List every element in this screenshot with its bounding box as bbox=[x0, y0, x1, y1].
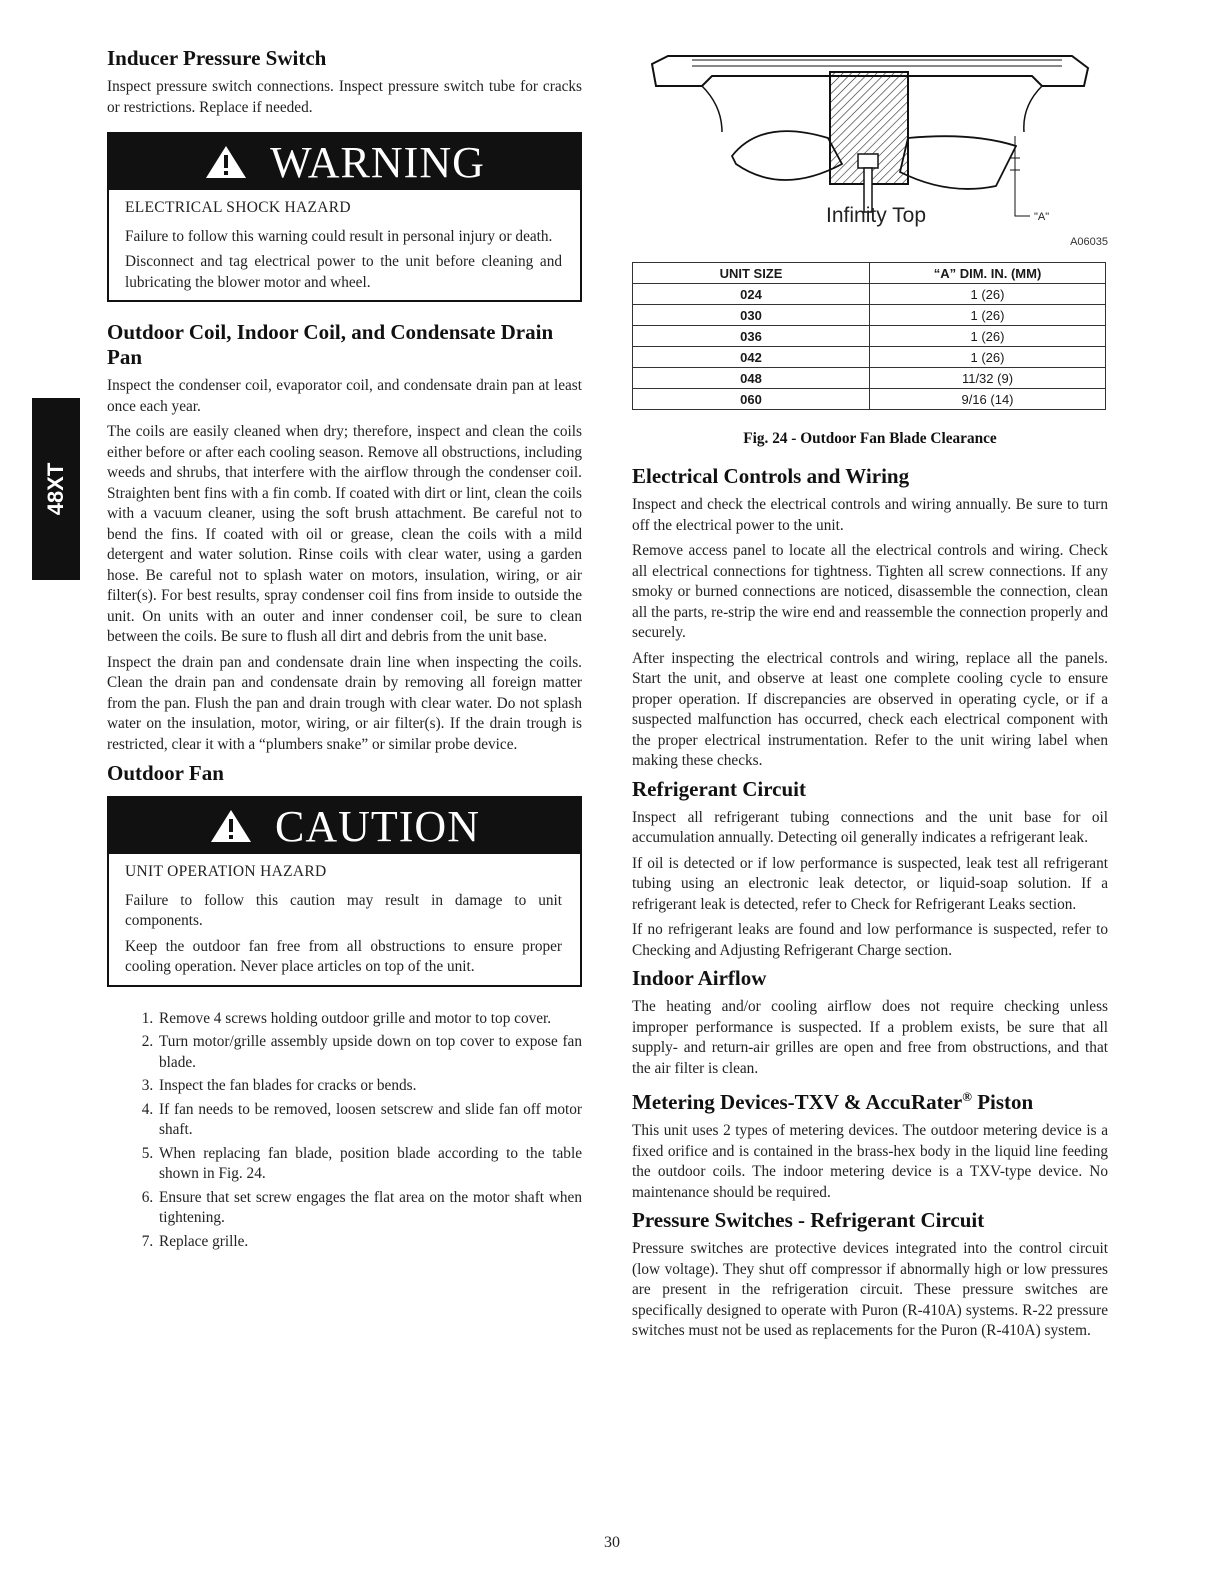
caution-triangle-icon bbox=[209, 807, 253, 845]
fan-step: 5. When replacing fan blade, position blade according to the table shown in Fig. 24. bbox=[157, 1144, 582, 1185]
a-dim-cell: 1 (26) bbox=[870, 347, 1106, 368]
caution-text-2: Keep the outdoor fan free from all obstructions to ensure proper cooling operation. Never place articles on top of the unit. bbox=[125, 937, 562, 975]
refrigerant-text-1: Inspect all refrigerant tubing connections and the unit base for oil accumulation annually. Detecting oil generally indicates a refrigerant leak. bbox=[632, 808, 1108, 846]
unit-size-cell: 042 bbox=[633, 347, 870, 368]
warning-text-1: Failure to follow this warning could result in personal injury or death. bbox=[125, 227, 553, 245]
fan-step: 4. If fan needs to be removed, loosen setscrew and slide fan off motor shaft. bbox=[157, 1100, 582, 1141]
coil-text-3: Inspect the drain pan and condensate drain line when inspecting the coils. Clean the drain pan and condensate drain by removing all foreign matter from the pan. Flush the pan and drain trough with clear water. Do not splash water on the insulation, motor, wiring, or air filter(s). If the drain trough is restricted, clear it with a “plumbers snake” or similar probe device. bbox=[107, 653, 582, 753]
inducer-heading: Inducer Pressure Switch bbox=[107, 46, 327, 70]
table-row bbox=[633, 326, 1106, 347]
side-tab bbox=[32, 398, 80, 580]
warning-header bbox=[109, 134, 580, 190]
electrical-text-1: Inspect and check the electrical controls and wiring annually. Be sure to turn off the electrical power to the unit. bbox=[632, 496, 1108, 534]
unit-size-cell: 036 bbox=[633, 326, 870, 347]
dim-label-a: "A" bbox=[1034, 211, 1050, 223]
table-row bbox=[633, 305, 1106, 326]
figure-caption: Fig. 24 - Outdoor Fan Blade Clearance bbox=[743, 430, 997, 447]
figure-code: A06035 bbox=[1070, 236, 1108, 248]
right-column bbox=[632, 46, 1108, 1347]
electrical-text-3: After inspecting the electrical controls and wiring, replace all the panels. Start the unit, and observe at least one complete cooling cycle to ensure proper operation. If discrepancies are observed in operating cycle, or if a suspected malfunction has occurred, check each electrical component with the proper electrical instrumentation. Refer to the unit wiring label when making these checks. bbox=[632, 649, 1108, 769]
col-header-a-dim: “A” DIM. IN. (MM) bbox=[870, 263, 1106, 284]
caution-title: CAUTION bbox=[275, 801, 480, 851]
warning-triangle-icon bbox=[204, 143, 248, 181]
unit-size-cell: 060 bbox=[633, 389, 870, 410]
table-row bbox=[633, 284, 1106, 305]
figure-title: Infinity Top bbox=[826, 204, 927, 227]
fan-step: 1. Remove 4 screws holding outdoor grille and motor to top cover. bbox=[157, 1009, 582, 1030]
unit-size-cell: 048 bbox=[633, 368, 870, 389]
metering-heading bbox=[632, 1084, 1108, 1115]
col-header-unit-size: UNIT SIZE bbox=[633, 263, 870, 284]
table-row bbox=[633, 389, 1106, 410]
warning-title: WARNING bbox=[270, 137, 485, 187]
electrical-heading: Electrical Controls and Wiring bbox=[632, 464, 910, 488]
left-column bbox=[107, 46, 582, 1255]
metering-heading-main: Metering Devices-TXV & AccuRater bbox=[632, 1090, 963, 1114]
fan-step: 6. Ensure that set screw engages the flat area on the motor shaft when tightening. bbox=[157, 1188, 582, 1229]
inducer-text: Inspect pressure switch connections. Inspect pressure switch tube for cracks or restrictions. Replace if needed. bbox=[107, 78, 582, 116]
a-dim-cell: 1 (26) bbox=[870, 326, 1106, 347]
page-number: 30 bbox=[604, 1534, 620, 1551]
caution-hazard-type: UNIT OPERATION HAZARD bbox=[125, 863, 327, 880]
coil-heading: Outdoor Coil, Indoor Coil, and Condensate Drain Pan bbox=[107, 320, 554, 369]
fan-clearance-figure bbox=[632, 46, 1108, 258]
clearance-table bbox=[632, 262, 1106, 410]
metering-heading-end: Piston bbox=[971, 1090, 1034, 1114]
warning-hazard-type: ELECTRICAL SHOCK HAZARD bbox=[125, 199, 351, 216]
refrigerant-heading: Refrigerant Circuit bbox=[632, 776, 806, 801]
registered-mark: ® bbox=[962, 1089, 972, 1104]
a-dim-cell: 1 (26) bbox=[870, 284, 1106, 305]
refrigerant-text-3: If no refrigerant leaks are found and low performance is suspected, refer to Checking and Adjusting Refrigerant Charge section. bbox=[632, 921, 1108, 959]
fan-step: 7. Replace grille. bbox=[157, 1232, 582, 1253]
side-tab-label: 48XT bbox=[43, 462, 68, 516]
airflow-text-1: The heating and/or cooling airflow does not require checking unless improper performance is suspected. If a problem exists, be sure that all supply- and return-air grilles are open and free from obstructions, and that the air filter is clean. bbox=[632, 998, 1108, 1077]
fan-step: 3. Inspect the fan blades for cracks or bends. bbox=[157, 1076, 582, 1097]
airflow-heading: Indoor Airflow bbox=[632, 966, 767, 990]
pressure-heading: Pressure Switches - Refrigerant Circuit bbox=[632, 1208, 985, 1232]
metering-text-1: This unit uses 2 types of metering devices. The outdoor metering device is a fixed orifice and is contained in the brass-hex body in the liquid line feeding the outdoor coils. The indoor metering device is a TXV-type device. No maintenance should be required. bbox=[632, 1122, 1108, 1201]
fan-step: 2. Turn motor/grille assembly upside down on top cover to expose fan blade. bbox=[157, 1032, 582, 1073]
table-row bbox=[633, 368, 1106, 389]
caution-box bbox=[107, 796, 582, 987]
fan-steps-list bbox=[107, 1009, 582, 1253]
coil-text-1: Inspect the condenser coil, evaporator coil, and condensate drain pan at least once each year. bbox=[107, 377, 582, 415]
warning-box bbox=[107, 132, 582, 302]
outdoor-fan-heading: Outdoor Fan bbox=[107, 761, 224, 785]
a-dim-cell: 1 (26) bbox=[870, 305, 1106, 326]
caution-text-1: Failure to follow this caution may result in damage to unit components. bbox=[125, 891, 562, 929]
table-row bbox=[633, 347, 1106, 368]
pressure-text-1: Pressure switches are protective devices integrated into the control circuit (low voltage). They shut off compressor if abnormally high or low pressures are present in the refrigeration circuit. These pressure switches are specifically designed to operate with Puron (R-410A) systems. R-22 pressure switches must not be used as replacements for the Puron (R-410A) system. bbox=[632, 1240, 1108, 1339]
coil-text-2: The coils are easily cleaned when dry; therefore, inspect and clean the coils either before or after each cooling season. Remove all obstructions, including weeds and shrubs, that interfere with the airflow through the condenser coil. Straighten bent fins with a fin comb. If coated with dirt or lint, clean the coils with a vacuum cleaner, using the soft brush attachment. Be careful not to bend the fins. If coated with oil or grease, clean the coils with a mild detergent and water solution. Rinse coils with clear water, using a garden hose. Be careful not to splash water on motors, insulation, wiring, or air filter(s). For best results, spray condenser coil fins from inside to outside the unit. On units with an outer and inner condenser coil, be sure to clean between the coils. Be sure to flush all dirt and debris from the unit base. bbox=[107, 423, 582, 645]
warning-text-2: Disconnect and tag electrical power to the unit before cleaning and lubricating the blower motor and wheel. bbox=[125, 253, 562, 291]
unit-size-cell: 030 bbox=[633, 305, 870, 326]
caution-header bbox=[109, 798, 580, 854]
table-header-row bbox=[633, 263, 1106, 284]
a-dim-cell: 11/32 (9) bbox=[870, 368, 1106, 389]
a-dim-cell: 9/16 (14) bbox=[870, 389, 1106, 410]
electrical-text-2: Remove access panel to locate all the electrical controls and wiring. Check all electrical connections for tightness. Tighten all screw connections. If any smoky or burned connections are noticed, disassemble the connection, clean all the parts, re-strip the wire end and reassemble the connection properly and securely. bbox=[632, 542, 1108, 641]
unit-size-cell: 024 bbox=[633, 284, 870, 305]
refrigerant-text-2: If oil is detected or if low performance is suspected, leak test all refrigerant tubing using an electronic leak detector, or liquid-soap solution. If a refrigerant leak is detected, refer to Check for Refrigerant Leaks section. bbox=[632, 854, 1108, 913]
